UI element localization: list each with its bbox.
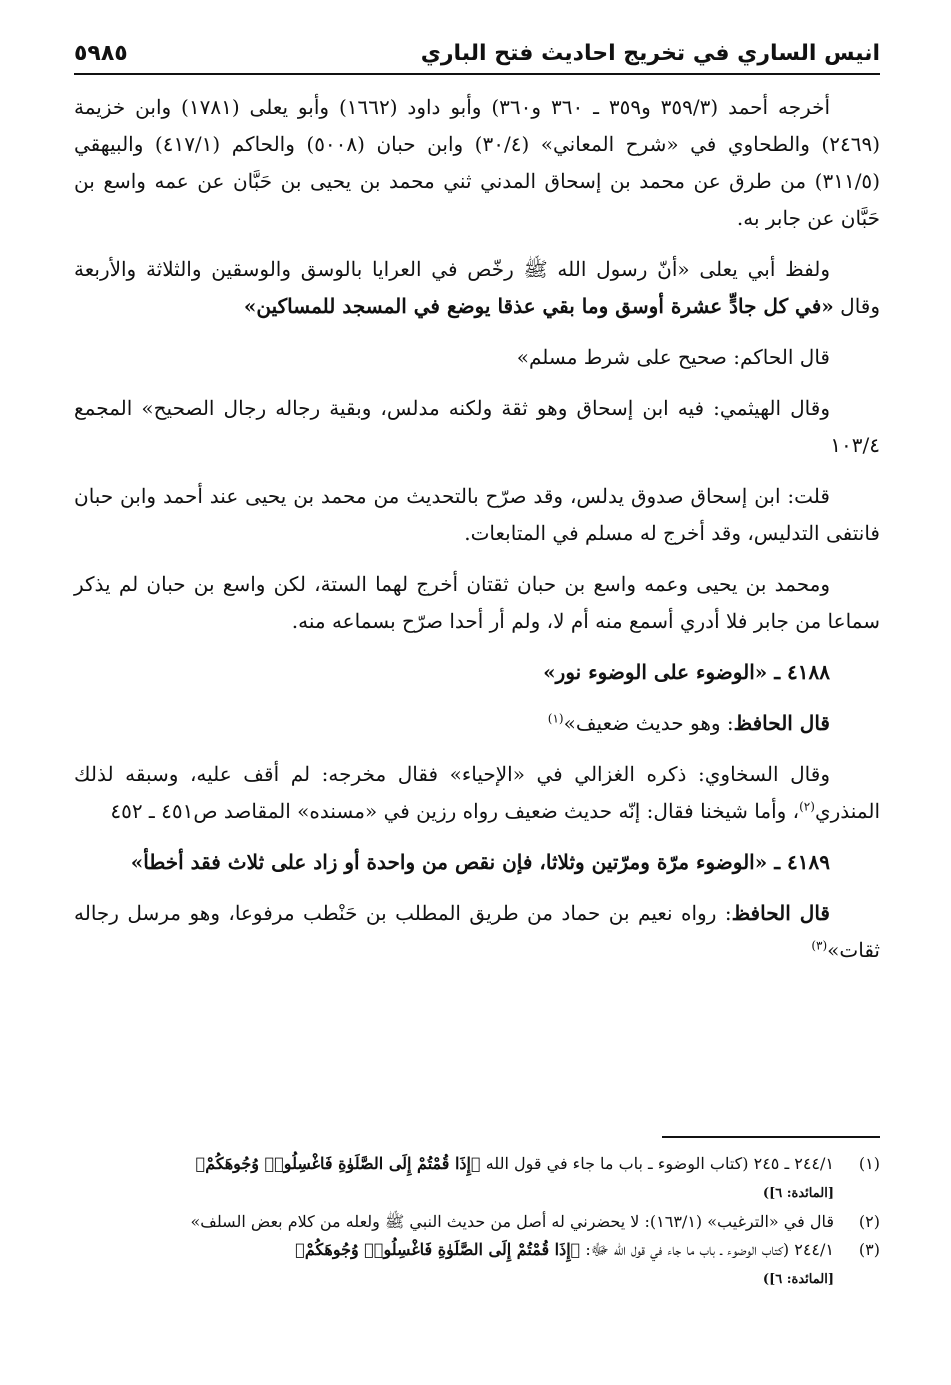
paragraph-hafiz-4189	[74, 895, 880, 969]
book-title: انيس الساري في تخريج احاديث فتح الباري	[420, 41, 880, 66]
quran-verse: ﴿إِذَا قُمْتُمْ إِلَى الصَّلَوٰةِ فَاغْسِلُوا۟ وُجُوهَكُمْ﴾	[295, 1240, 581, 1259]
quran-verse: ﴿إِذَا قُمْتُمْ إِلَى الصَّلَوٰةِ فَاغْسِلُوا۟ وُجُوهَكُمْ﴾	[195, 1154, 481, 1173]
footnote-item	[74, 1150, 880, 1208]
paragraph-text: وقال السخاوي: ذكره الغزالي في «الإحياء» فقال مخرجه: لم أقف عليه، وسبقه لذلك المنذري	[74, 762, 880, 823]
footnote-ref: (٣)	[811, 938, 828, 953]
footnote-item	[74, 1236, 880, 1294]
paragraph-text: : وهو حديث ضعيف»	[563, 711, 734, 735]
footnote-ref: (٢)	[799, 799, 815, 814]
paragraph-text: ، وأما شيخنا فقال: إنّه حديث ضعيف رواه رزين في «مسنده» المقاصد ص٤٥١ ـ ٤٥٢	[110, 799, 800, 823]
footnote-item	[74, 1208, 880, 1236]
paragraph-sakhawi	[74, 756, 880, 830]
paragraph-comment-ibn-ishaq: قلت: ابن إسحاق صدوق يدلس، وقد صرّح بالتحديث من محمد بن يحيى عند أحمد وابن حبان فانتفى التدليس، وقد أخرج له مسلم في المتابعات.	[74, 484, 880, 545]
hafiz-label: قال الحافظ	[731, 901, 830, 925]
footnote-divider	[662, 1136, 880, 1138]
hadith-heading-4189: ٤١٨٩ ـ «الوضوء مرّة ومرّتين وثلاثا، فإن نقص من واحدة أو زاد على ثلاث فقد أخطأ»	[130, 850, 830, 874]
running-header	[74, 37, 880, 75]
paragraph-text: : رواه نعيم بن حماد من طريق المطلب بن حَنْطب مرفوعا، وهو مرسل رجاله ثقات»	[74, 901, 880, 962]
footnote-reference: [المائدة: ٦])	[762, 1272, 834, 1287]
main-text	[74, 89, 880, 983]
footnote-text: ٢٤٤/١ (كتاب الوضوء ـ باب ما جاء في قول الله ﷻ:	[580, 1240, 834, 1259]
footnote-text: قال في «الترغيب» (١٦٣/١): لا يحضرني له أصل من حديث النبي ﷺ ولعله من كلام بعض السلف»	[190, 1212, 834, 1231]
footnote-ref: (١)	[547, 711, 564, 726]
paragraph-hafiz-4188	[74, 705, 880, 742]
hadith-heading-4188: ٤١٨٨ ـ «الوضوء على الوضوء نور»	[543, 660, 830, 684]
hafiz-label: قال الحافظ	[733, 711, 830, 735]
paragraph-abu-yala-wording	[74, 251, 880, 325]
page-number: ٥٩٨٥	[74, 41, 128, 66]
footnote-text: ٢٤٤/١ ـ ٢٤٥ (كتاب الوضوء ـ باب ما جاء في قول الله	[480, 1154, 834, 1173]
paragraph-takhrij: أخرجه أحمد (٣٥٩/٣ و٣٥٩ ـ ٣٦٠ و٣٦٠) وأبو داود (١٦٦٢) وأبو يعلى (١٧٨١) وابن خزيمة (٢٤٦٩) والطحاوي في «شرح المعاني» (٣٠/٤) وابن حبان (٥٠٠٨) والحاكم (٤١٧/١) والبيهقي (٣١١/٥) من طرق عن محمد بن إسحاق المدني ثني محمد بن يحيى بن حَبَّان عن عمه واسع بن حَبَّان عن جابر به.	[74, 95, 880, 230]
footnote-reference: [المائدة: ٦])	[762, 1186, 834, 1201]
quoted-hadith-text: «في كل جادٍّ عشرة أوسق وما بقي عذقا يوضع في المسجد للمساكين»	[243, 294, 834, 318]
footnotes	[74, 1150, 880, 1294]
footnote-number: (١)	[858, 1154, 880, 1173]
paragraph-hakim: قال الحاكم: صحيح على شرط مسلم»	[516, 345, 830, 369]
paragraph-text: ولفظ أبي يعلى «أنّ رسول الله ﷺ رخّص في العرايا بالوسق والوسقين والثلاثة والأربعة وقال	[74, 257, 880, 318]
footnote-number: (٢)	[858, 1212, 880, 1231]
paragraph-comment-wasi: ومحمد بن يحيى وعمه واسع بن حبان ثقتان أخرج لهما الستة، لكن واسع بن حبان لم يذكر سماعا من جابر فلا أدري أسمع منه أم لا، ولم أر أحدا صرّح بسماعه منه.	[74, 572, 880, 633]
paragraph-haythami: وقال الهيثمي: فيه ابن إسحاق وهو ثقة ولكنه مدلس، وبقية رجاله رجال الصحيح» المجمع ١٠٣/٤	[74, 396, 880, 457]
footnote-number: (٣)	[858, 1240, 880, 1259]
